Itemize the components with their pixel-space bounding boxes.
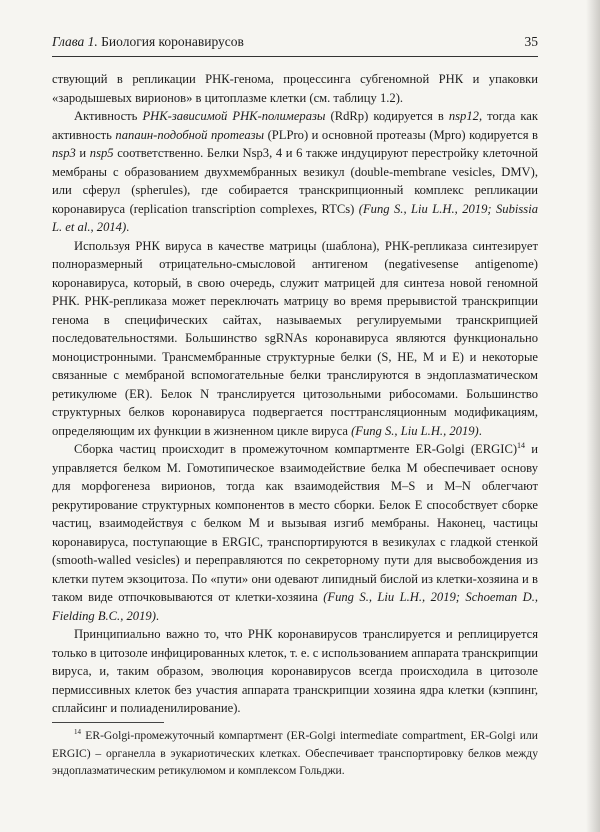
footnote-marker: 14 [74,728,81,737]
chapter-label: Глава 1. [52,34,98,49]
paragraph: Сборка частиц происходит в промежуточном компартменте ER-Golgi (ERGIC)$^{14}$ и управляется белком М. Гомотипическое взаимодействие белка М обеспечивает основу для морфогенеза вирионов, тогда как взаимодействия M–S и M–N облегчают рекрутирование структурных компонентов в место сборки. Белок Е способствует сборке частиц, взаимодействуя с белком М и вызывая изгиб мембраны. Наконец, частицы коронавируса, поступающие в ERGIC, транспортируются в везикулах с гладкой стенкой (smooth-walled vesicles) и переправляются по секреторному пути для высвобождения из клетки путем экзоцитоза. По «пути» они одевают липидный бислой из клетки-хозяина и в таком виде отпочковываются от клетки-хозяина (Fung S., Liu L.H., 2019; Schoeman D., Fielding B.C., 2019). [52,440,539,623]
header-rule [52,56,538,57]
chapter-title: Биология коронавирусов [101,34,244,49]
paragraph: Активность РНК-зависимой РНК-полимеразы (RdRp) кодируется в nsp12, тогда как активность папаин-подобной протеазы (PLPro) и основной протеазы (Mpro) кодируется в nsp3 и nsp5 соответственно. Белки Nsp3, 4 и 6 также индуцируют перестройку клеточной мембраны с образованием двухмембранных везикул (double-membrane vesicles, DMV), или сферул (spherules), где собирается транскрипционный комплекс репликации коронавируса (replication transcription complexes, RTCs) (Fung S., Liu L.H., 2019; Subissia L. et al., 2014). [52,109,539,234]
chapter-heading [52,34,244,50]
main-text [52,70,538,718]
paragraph: Принципиально важно то, что РНК коронавирусов транслируется и реплицируется только в цитозоле инфицированных клеток, т. е. с использованием аппарата транскрипции вируса, и, таким образом, эволюция коронавирусов всегда происходила в цитозоле пермиссивных клеток без участия аппарата транскрипции хозяина ядра клетки (кэппинг, сплайсинг и полиаденилирование). [52,627,538,715]
footnote-text: ER-Golgi-промежуточный компартмент (ER-Golgi intermediate compartment, ER-Golgi или ERGIC) – органелла в эукариотических клетках. Обеспечивает транспортировку белков между эндоплазматическим ретикулюмом и комплексом Гольджи. [52,729,538,777]
page-number: 35 [524,34,538,49]
footnote-rule [52,722,164,723]
paragraph: Используя РНК вируса в качестве матрицы (шаблона), РНК-репликаза синтезирует полноразмерный отрицательно-смысловой антигеном (negativesense antigenome) коронавируса, который, в свою очередь, служит матрицей для синтеза новой геномной РНК. РНК-репликаза может переключать матрицу во время прерывистой транскрипции генома в специфических сайтах, называемых регулируемыми транскрипцией последовательностями. Большинство sgRNAs коронавируса являются функционально моноцистронными. Трансмембранные структурные белки (S, HE, M и E) и некоторые связанные с мембраной вспомогательные белки транслируются в эндоплазматическом ретикулюме (ER). Белок N транслируется цитозольными рибосомами. Большинство структурных белков коронавируса подвергается посттрансляционным модификациям, определяющим их функции в жизненном цикле вируса (Fung S., Liu L.H., 2019). [52,238,538,438]
footnote [52,727,538,780]
paragraph: ствующий в репликации РНК-генома, процессинга субгеномной РНК и упаковки «зародышевых вирионов» в цитоплазме клетки (см. таблицу 1.2). [52,72,538,105]
page-edge-shadow [586,0,600,832]
running-header [52,34,538,54]
